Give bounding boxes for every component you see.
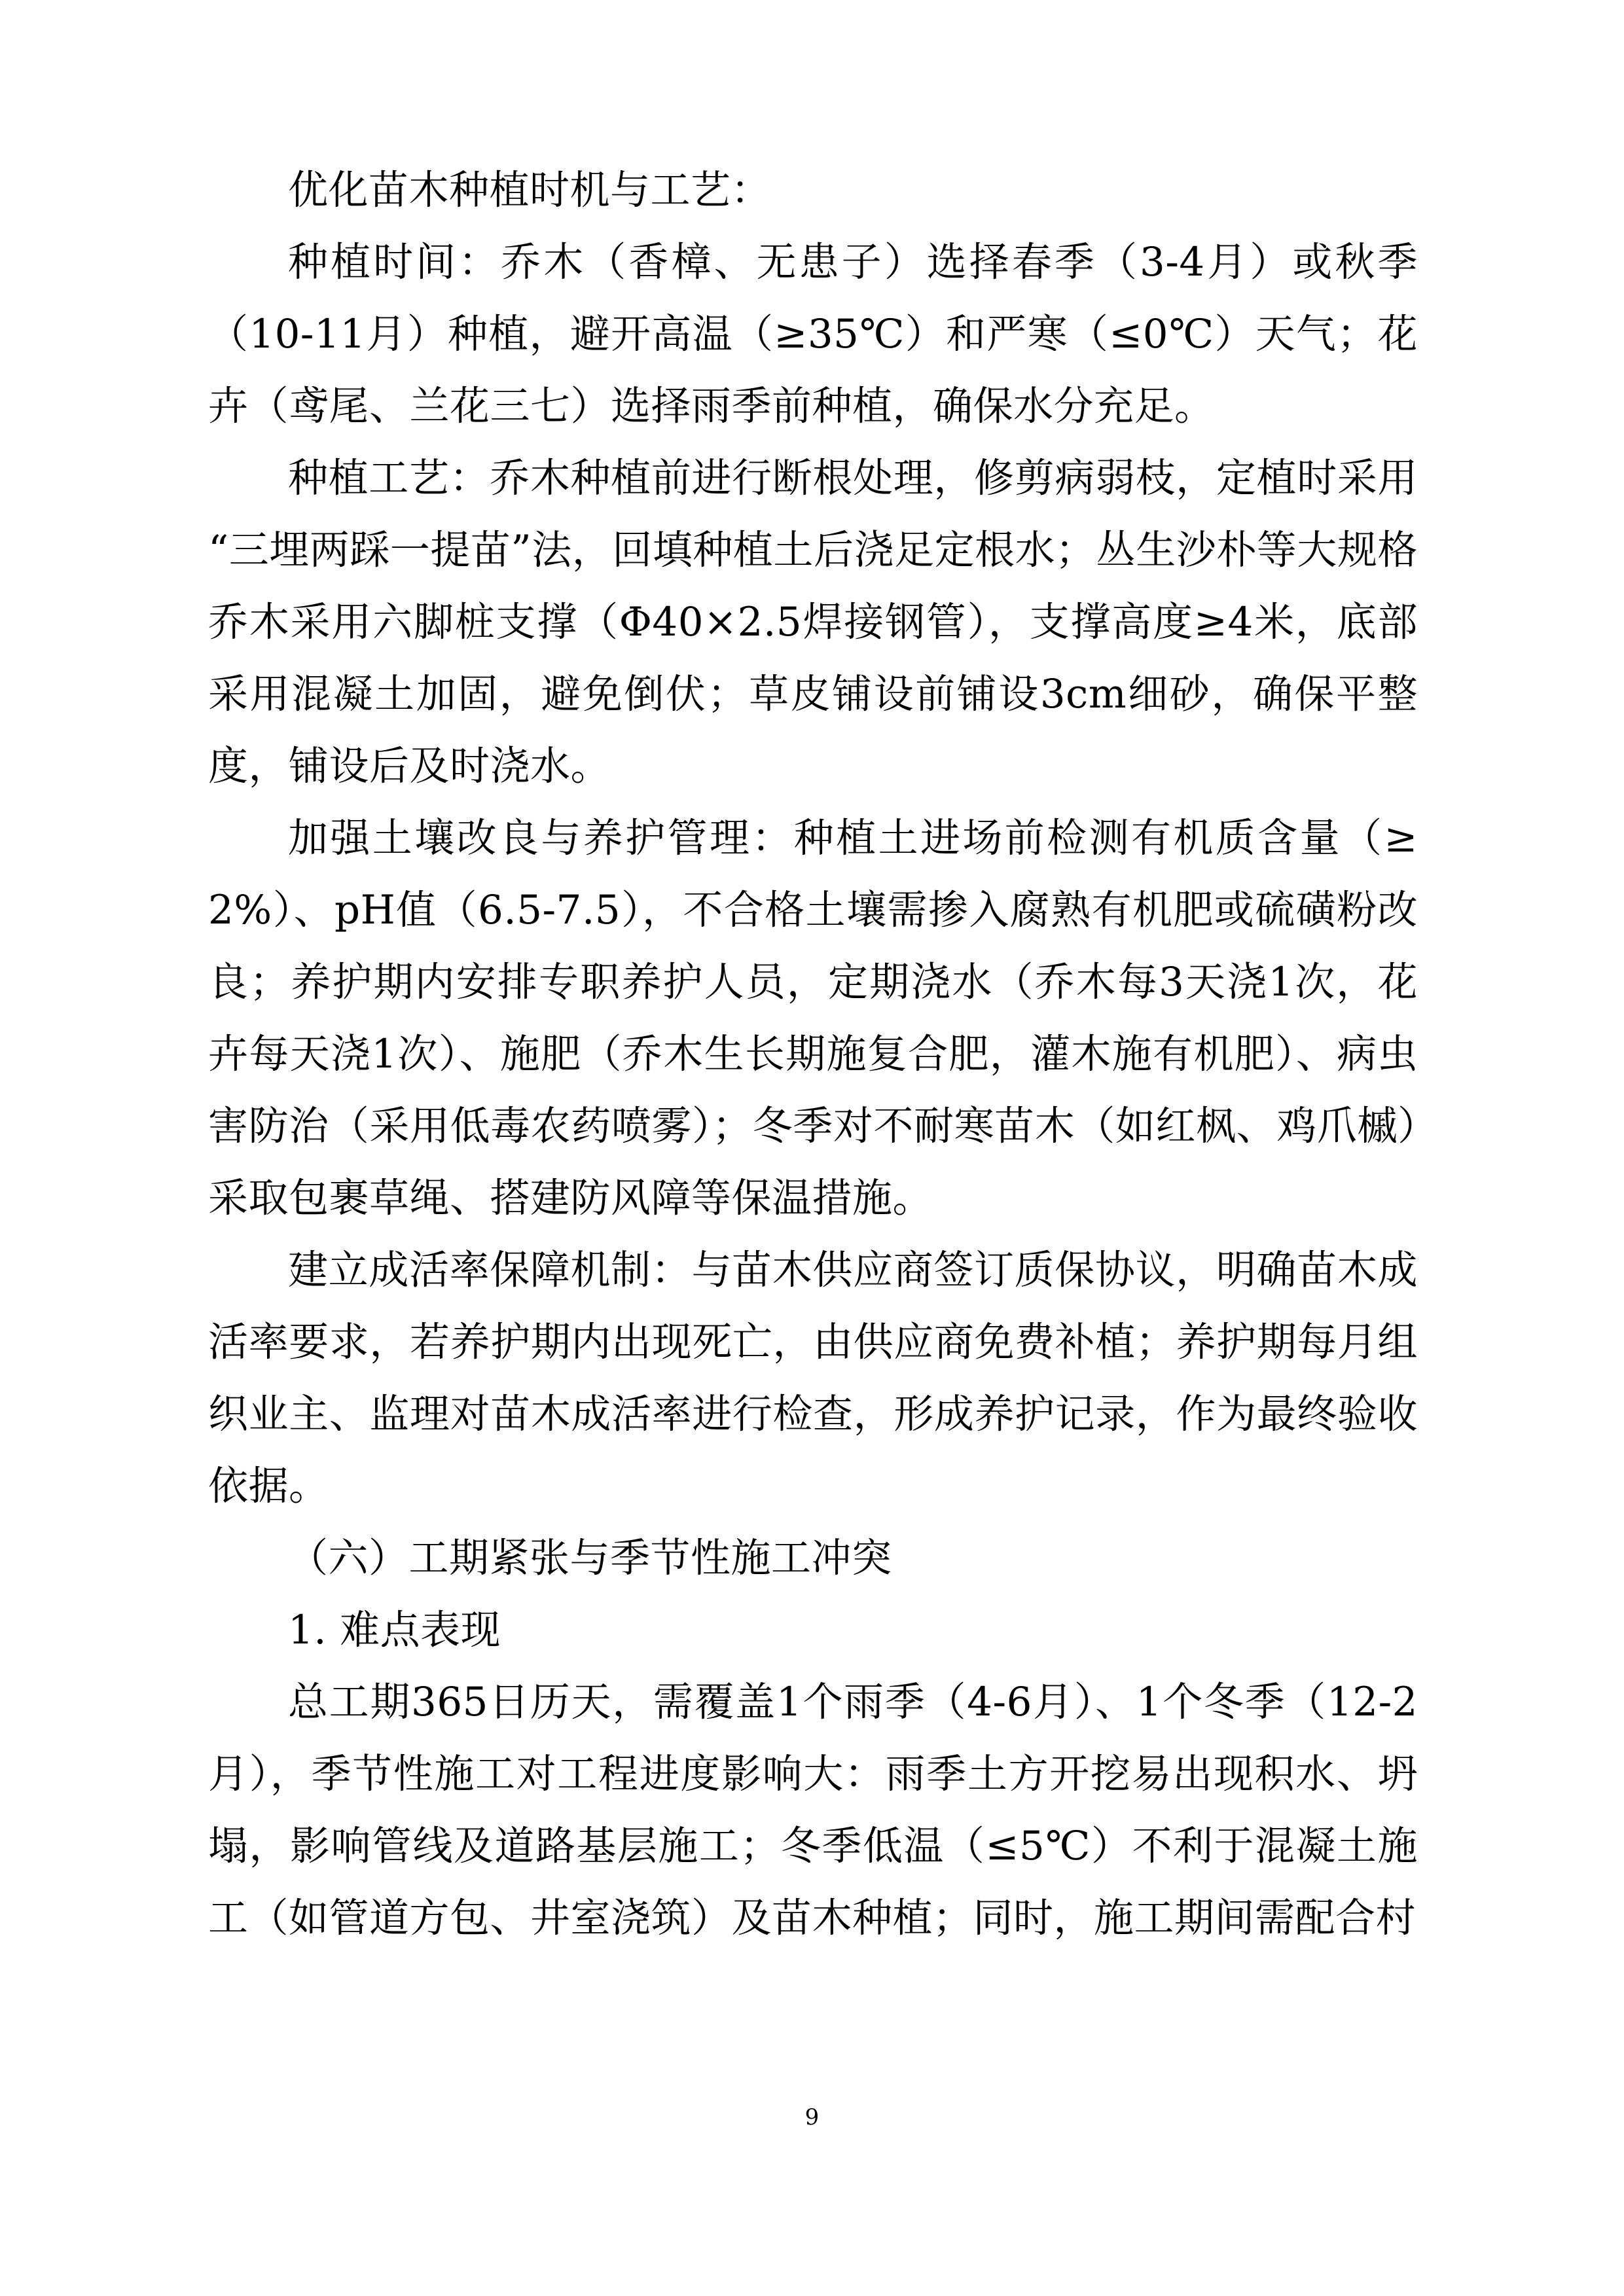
page-number: 9: [804, 2104, 820, 2130]
heading-section-six: （六）工期紧张与季节性施工冲突: [288, 1535, 892, 1581]
paragraph-survival-rate: 建立成活率保障机制：与苗木供应商签订质保协议，明确苗木成活率要求，若养护期内出现死亡，由供应商免费补植；养护期每月组织业主、监理对苗木成活率进行检查，形成养护记录，作为最终验收依据。: [208, 1247, 1418, 1509]
paragraph-planting-time: 种植时间：乔木（香樟、无患子）选择春季（3-4月）或秋季（10-11月）种植，避开高温（≥35℃）和严寒（≤0℃）天气；花卉（鸢尾、兰花三七）选择雨季前种植，确保水分充足。: [208, 239, 1418, 429]
paragraph-planting-process: 种植工艺：乔木种植前进行断根处理，修剪病弱枝，定植时采用“三埋两踩一提苗”法，回填种植土后浇足定根水；丛生沙朴等大规格乔木采用六脚桩支撑（Φ40×2.5焊接钢管），支撑高度≥4米，底部采用混凝土加固，避免倒伏；草皮铺设前铺设3cm细砂，确保平整度，铺设后及时浇水。: [208, 455, 1418, 789]
heading-difficulty-manifestation: 1. 难点表现: [288, 1607, 501, 1653]
paragraph-difficulty-body: 总工期365日历天，需覆盖1个雨季（4-6月）、1个冬季（12-2月），季节性施工对工程进度影响大：雨季土方开挖易出现积水、坍塌，影响管线及道路基层施工；冬季低温（≤5℃）不利于混凝土施工（如管道方包、井室浇筑）及苗木种植；同时，施工期间需配合村: [208, 1679, 1418, 1941]
page-body-text: [208, 154, 1418, 1954]
paragraph-soil-improvement: 加强土壤改良与养护管理：种植土进场前检测有机质含量（≥2%）、pH值（6.5-7.5），不合格土壤需掺入腐熟有机肥或硫磺粉改良；养护期内安排专职养护人员，定期浇水（乔木每3天浇1次，花卉每天浇1次）、施肥（乔木生长期施复合肥，灌木施有机肥）、病虫害防治（采用低毒农药喷雾）；冬季对不耐寒苗木（如红枫、鸡爪槭）采取包裹草绳、搭建防风障等保温措施。: [208, 815, 1418, 1221]
paragraph-optimize-planting: 优化苗木种植时机与工艺：: [288, 167, 772, 213]
